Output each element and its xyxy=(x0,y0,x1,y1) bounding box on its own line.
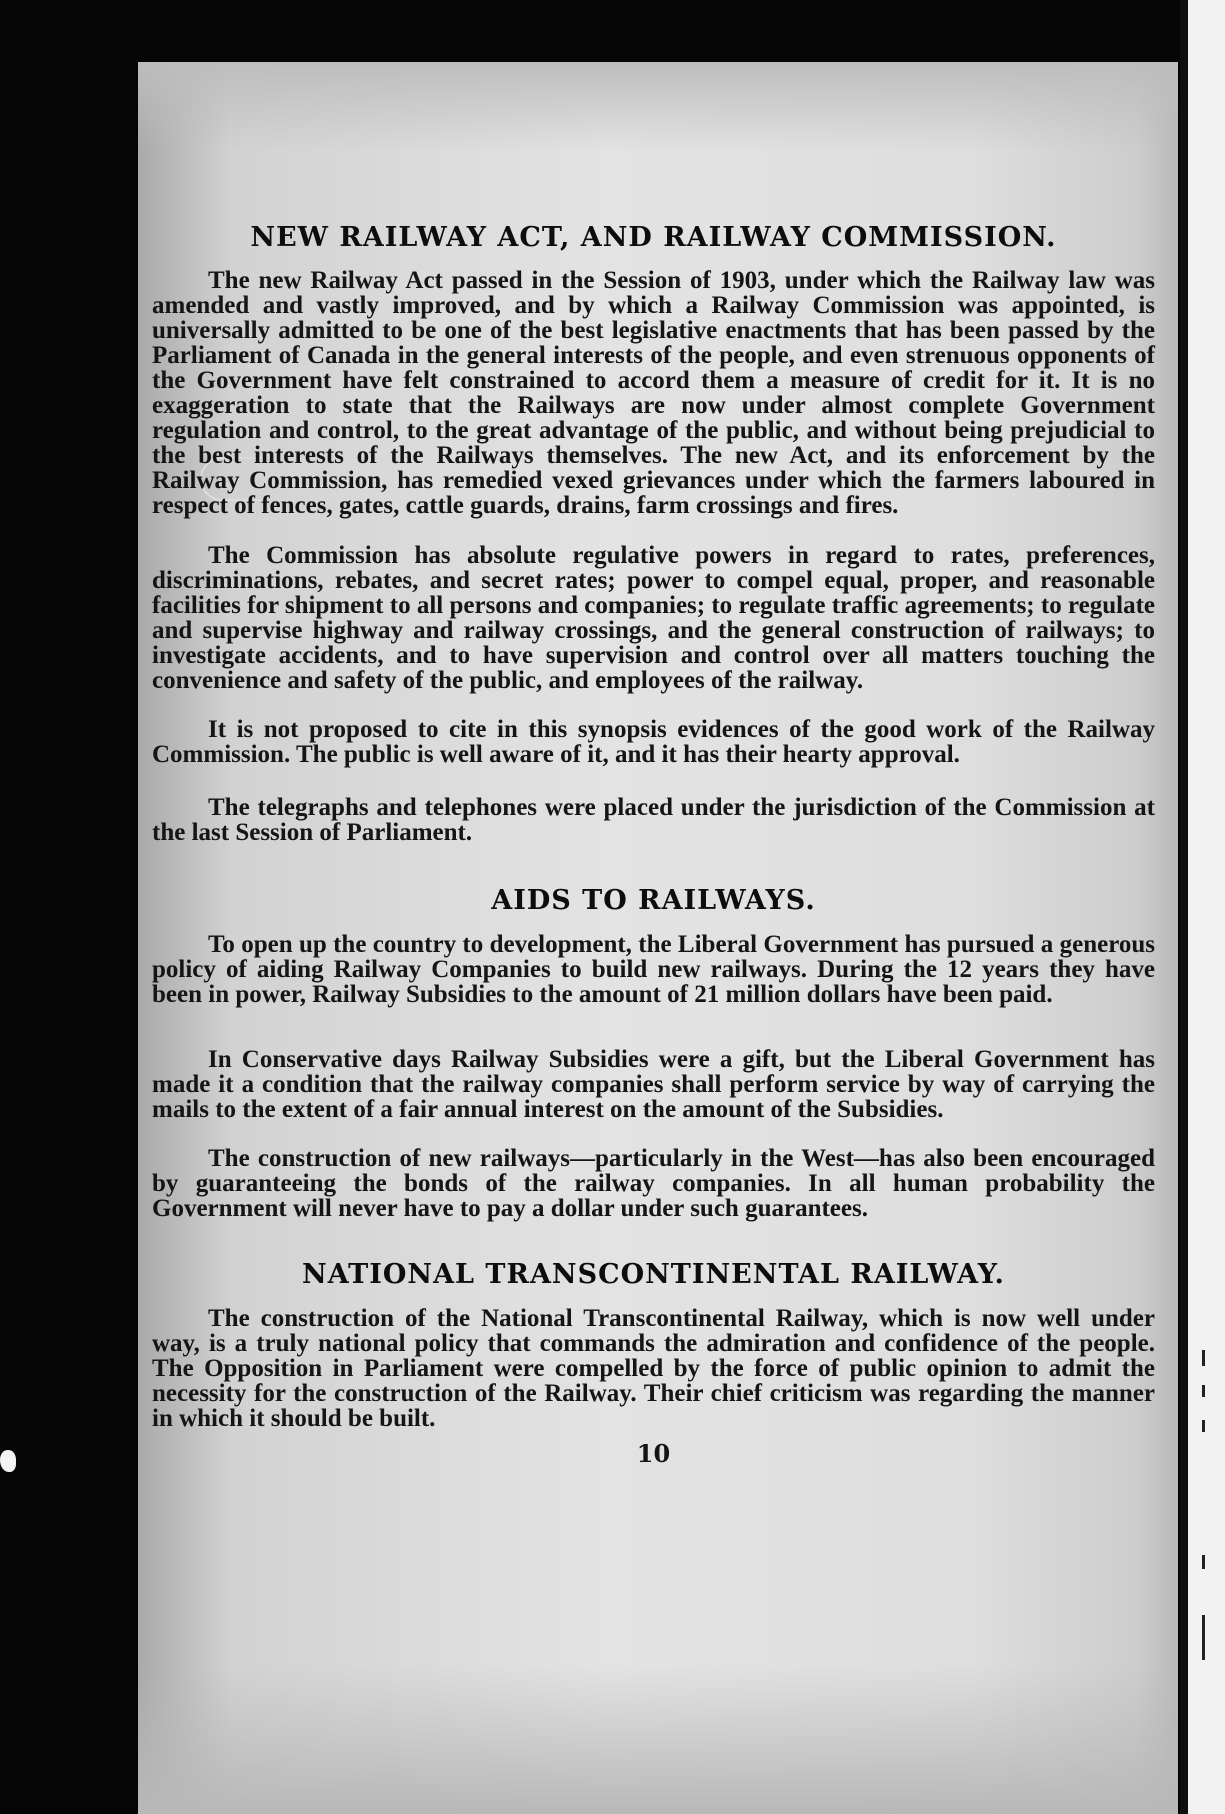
paragraph-railway-act-4: The telegraphs and telephones were placed under the jurisdiction of the Commission at the last Session of Parliament. xyxy=(152,794,1155,846)
paragraph-railway-act-3: It is not proposed to cite in this synopsis evidences of the good work of the Railway Commission. The public is well aware of it, and it has their hearty approval. xyxy=(152,716,1155,768)
paragraph-aids-2: In Conservative days Railway Subsidies were a gift, but the Liberal Government has made it a condition that the railway companies shall perform service by way of carrying the mails to the extent of a fair annual interest on the amount of the Subsidies. xyxy=(152,1046,1155,1123)
page-number: 10 xyxy=(636,1439,671,1468)
section-heading-railway-act: NEW RAILWAY ACT, AND RAILWAY COMMISSION. xyxy=(250,222,1057,253)
edge-mark xyxy=(1202,1350,1205,1366)
paragraph-railway-act-1: The new Railway Act passed in the Session of 1903, under which the Railway law was amended and vastly improved, and by which a Railway Commission was appointed, is universally admitted to be one of the best legislative enactments that has been passed by the Parliament of Canada in the general interests of the people, and even strenuous opponents of the Government have felt constrained to accord them a measure of credit for it. It is no exaggeration to state that the Railways are now under almost complete Government regulation and control, to the great advantage of the public, and without being prejudicial to the best interests of the Railways themselves. The new Act, and its enforcement by the Railway Commission, has remedied vexed grievances under which the farmers laboured in respect of fences, gates, cattle guards, drains, farm crossings and fires. xyxy=(152,267,1155,519)
edge-mark xyxy=(1202,1420,1205,1432)
edge-mark xyxy=(1202,1385,1205,1397)
scan-speck xyxy=(0,1450,16,1472)
edge-mark xyxy=(1202,1615,1205,1660)
paragraph-railway-act-2: The Commission has absolute regulative powers in regard to rates, preferences, discriminations, rebates, and secret rates; power to compel equal, proper, and reasonable facilities for shipment to all persons and companies; to regulate traffic agreements; to regulate and supervise highway and railway crossings, and the general construction of railways; to investigate accidents, and to have supervision and control over all matters touching the convenience and safety of the public, and employees of the railway. xyxy=(152,542,1155,694)
edge-mark xyxy=(1202,1555,1205,1569)
adjacent-page-edge xyxy=(1180,0,1225,1814)
page-content xyxy=(152,182,1155,1468)
page-gutter xyxy=(1180,0,1188,1814)
section-heading-transcontinental: NATIONAL TRANSCONTINENTAL RAILWAY. xyxy=(302,1259,1005,1290)
paragraph-aids-3: The construction of new railways—particularly in the West—has also been encouraged by guaranteeing the bonds of the railway companies. In all human probability the Government will never have to pay a dollar under such guarantees. xyxy=(152,1145,1155,1222)
book-page xyxy=(138,62,1178,1814)
paragraph-transcontinental-1: The construction of the National Transcontinental Railway, which is now well under way, is a truly national policy that commands the admiration and confidence of the people. The Opposition in Parliament were compelled by the force of public opinion to admit the necessity for the construction of the Railway. Their chief criticism was regarding the manner in which it should be built. xyxy=(152,1305,1155,1432)
paragraph-aids-1: To open up the country to development, the Liberal Government has pursued a generous policy of aiding Railway Companies to build new railways. During the 12 years they have been in power, Railway Subsidies to the amount of 21 million dollars have been paid. xyxy=(152,931,1155,1008)
section-heading-aids: AIDS TO RAILWAYS. xyxy=(491,885,816,916)
